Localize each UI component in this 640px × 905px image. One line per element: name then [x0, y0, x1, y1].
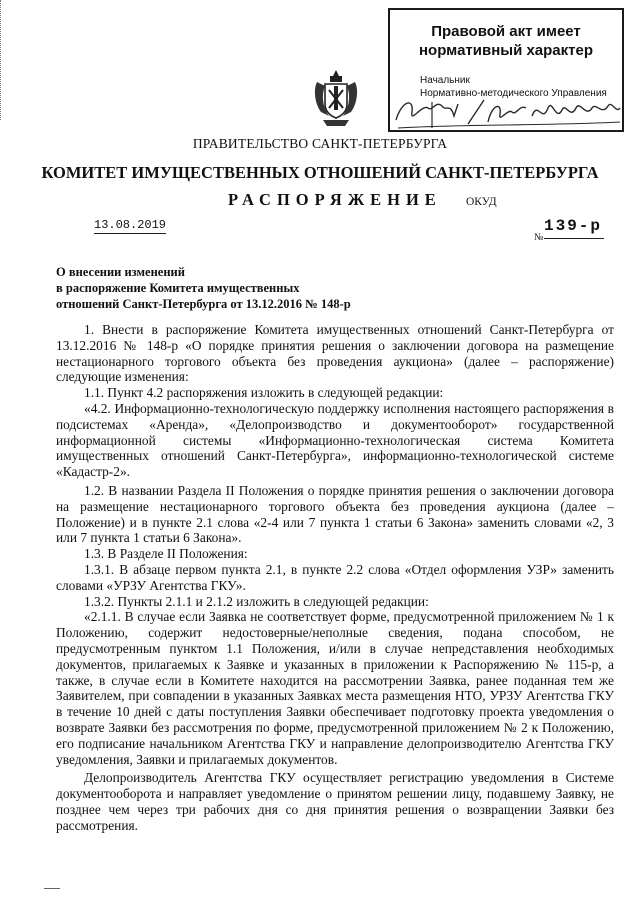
- stamp-title-line2: нормативный характер: [418, 42, 594, 59]
- paragraph-1-1: 1.1. Пункт 4.2 распоряжения изложить в следующей редакции:: [84, 385, 444, 401]
- committee-name: КОМИТЕТ ИМУЩЕСТВЕННЫХ ОТНОШЕНИЙ САНКТ-ПЕТЕРБУРГА: [41, 163, 599, 182]
- stamp-title: [390, 22, 622, 60]
- paragraph-1-3: 1.3. В Разделе II Положения:: [84, 546, 248, 562]
- document-type: РАСПОРЯЖЕНИЕ: [228, 190, 442, 209]
- handwritten-signature: [392, 94, 624, 134]
- number-underline: [544, 238, 604, 239]
- paragraph-clerk: Делопроизводитель Агентства ГКУ осуществляет регистрацию уведомления в Системе документооборота и направляет уведомление о принятом решении лицу, подавшему Заявку, не позднее чем через три рабочих дня со дня принятия решения о возвращении Заявки без рассмотрения.: [56, 770, 614, 833]
- government-name: ПРАВИТЕЛЬСТВО САНКТ-ПЕТЕРБУРГА: [192, 136, 448, 151]
- document-date: 13.08.2019: [94, 218, 167, 232]
- scan-margin-marks: [0, 0, 7, 120]
- stamp-position-line2: Нормативно-методического Управления: [420, 88, 607, 99]
- document-body: [56, 322, 614, 834]
- paragraph-4-2-text: «4.2. Информационно-технологическую поддержку исполнения настоящего распоряжения в подсистемах «Аренда», «Делопроизводство и документооборот» государственной информационной системы «Информационно-технологическая система Комитета имущественных отношений Санкт-Петербурга», информационно-технологической системе «Кадастр-2».: [56, 400, 614, 480]
- subject-line2: в распоряжение Комитета имущественных: [56, 281, 300, 295]
- paragraph-1-2: 1.2. В названии Раздела II Положения о порядке принятия решения о заключении договора на размещение нестационарного торгового объекта без проведения аукциона (далее – Положение) и в пункте 2.1 слова «2-4 или 7 пункта 1 статьи 6 Закона» заменить словами «2, 3 или 7 пункта 1 статьи 6 Закона».: [56, 482, 614, 546]
- scan-mark-bottom: [44, 888, 60, 889]
- saint-petersburg-coat-of-arms: [311, 68, 361, 128]
- okud-label: ОКУД: [466, 196, 497, 208]
- stamp-position-line1: Начальник: [420, 75, 470, 86]
- number-sign: №: [534, 232, 544, 243]
- paragraph-1-3-2: 1.3.2. Пункты 2.1.1 и 2.1.2 изложить в следующей редакции:: [84, 593, 429, 609]
- subject-line3: отношений Санкт-Петербурга от 13.12.2016 № 148-р: [56, 297, 351, 311]
- stamp-title-line1: Правовой акт имеет: [431, 23, 581, 40]
- paragraph-1: 1. Внести в распоряжение Комитета имущественных отношений Санкт-Петербурга от 13.12.2016 № 148-р «О порядке принятия решения о заключении договора на размещение нестационарного торгового объекта без проведения аукциона» (далее – распоряжение) следующие изменения:: [56, 322, 614, 385]
- document-subject: [56, 264, 476, 312]
- document-number: 139-р: [544, 217, 603, 235]
- subject-line1: О внесении изменений: [56, 265, 185, 279]
- paragraph-2-1-1: «2.1.1. В случае если Заявка не соответствует форме, предусмотренной приложением № 1 к Положению, содержит недостоверные/неполные сведения, подана способом, не предусмотренным пунктом 1.1 Положения, и/или в случае непредставления необходимых документов, прилагаемых к Заявке и указанных в приложении к Распоряжению № 115-р, а также, в случае если в Комитете находится на рассмотрении Заявка, ранее поданная тем же Заявителем, при совпадении в указанных Заявках места размещения НТО, УРЗУ Агентства ГКУ в течение 10 дней с даты поступления Заявки обеспечивает подготовку проекта уведомления о возврате Заявки без рассмотрения по форме, предусмотренной приложением № 2 к Положению, его подписание начальником Агентства ГКУ и направление делопроизводителю Агентства ГКУ уведомления, Заявки и прилагаемых документов.: [56, 609, 614, 767]
- paragraph-1-3-1: 1.3.1. В абзаце первом пункта 2.1, в пункте 2.2 слова «Отдел оформления УЗР» заменить словами «УРЗУ Агентства ГКУ».: [56, 561, 614, 593]
